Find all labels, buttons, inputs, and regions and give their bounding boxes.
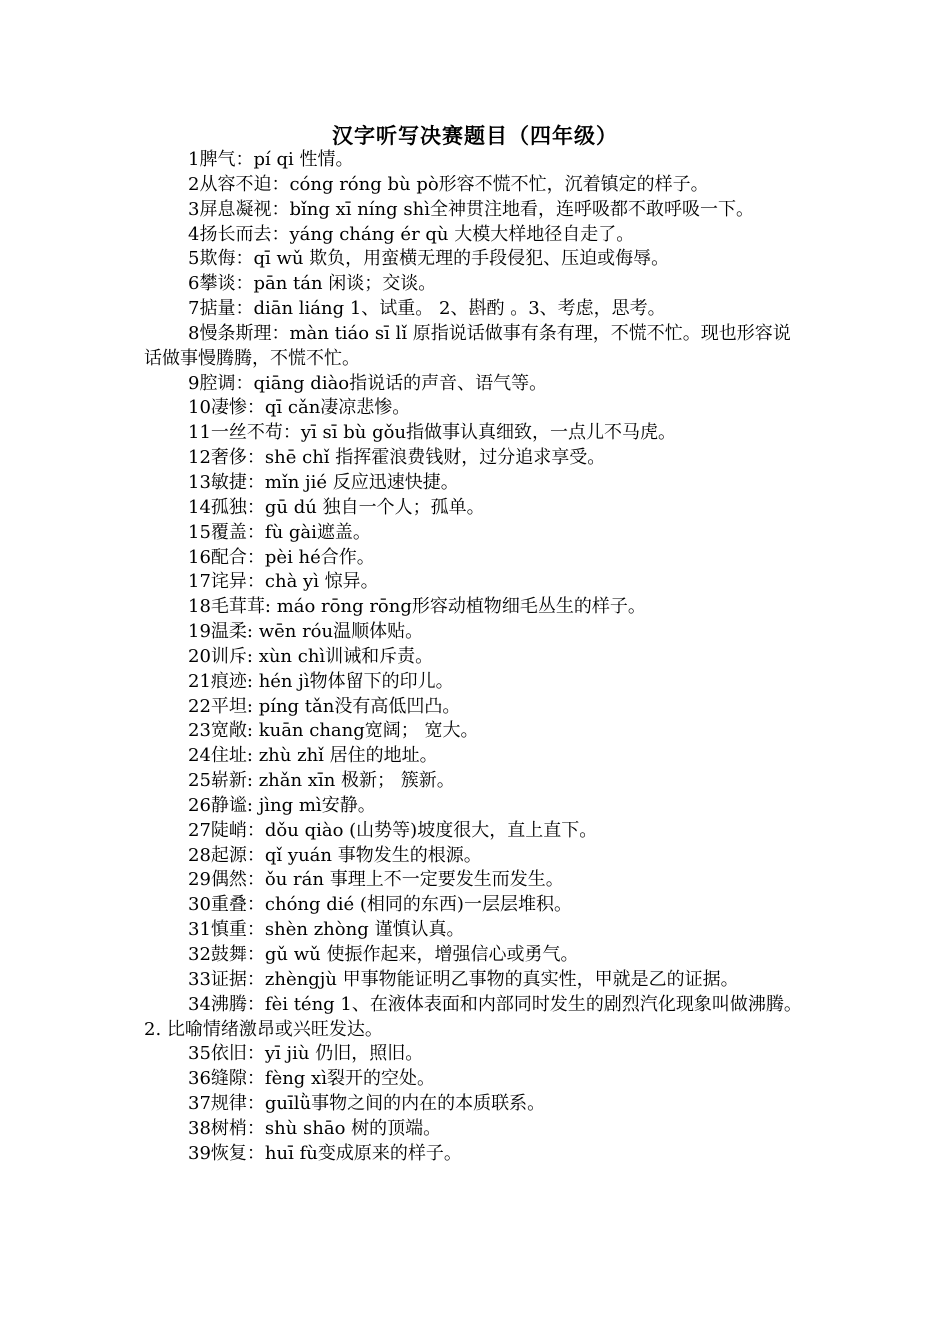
- list-item: 35依旧：yī jiù 仍旧，照旧。: [188, 1043, 424, 1065]
- list-item: 37规律：guīlǜ事物之间的内在的本质联系。: [188, 1093, 546, 1115]
- list-item: 26静谧: jìng mì安静。: [188, 794, 376, 816]
- list-item: 23宽敞: kuān chang宽阔； 宽大。: [188, 720, 479, 742]
- list-item: 9腔调：qiāng diào指说话的声音、语气等。: [188, 372, 548, 394]
- list-item: 17诧异：chà yì 惊异。: [188, 571, 379, 593]
- vocabulary-list: [144, 148, 808, 1167]
- list-item: 31慎重：shèn zhòng 谨慎认真。: [188, 919, 465, 941]
- document-title: 汉字听写决赛题目（四年级）: [332, 123, 618, 148]
- list-item: 38树梢：shù shāo 树的顶端。: [188, 1117, 442, 1139]
- list-item: 22平坦: píng tǎn没有高低凹凸。: [188, 695, 461, 717]
- list-item: 20训斥: xùn chì训诫和斥责。: [188, 645, 434, 667]
- list-item: 28起源：qǐ yuán 事物发生的根源。: [188, 844, 482, 866]
- list-item: 8慢条斯理：màn tiáo sī lǐ 原指说话做事有条有理，不慌不忙。现也形容说话做事慢腾腾，不慌不忙。: [144, 322, 791, 369]
- list-item: 30重叠：chóng dié (相同的东西)一层层堆积。: [188, 894, 572, 916]
- list-item: 1脾气：pí qi 性情。: [188, 149, 354, 170]
- list-item: 11一丝不苟：yī sī bù gǒu指做事认真细致，一点儿不马虎。: [188, 422, 677, 444]
- list-item: 29偶然：ǒu rán 事理上不一定要发生而发生。: [188, 869, 564, 891]
- list-item: 32鼓舞：gǔ wǔ 使振作起来，增强信心或勇气。: [188, 944, 579, 965]
- list-item: 18毛茸茸: máo rōng rōng形容动植物细毛丛生的样子。: [188, 596, 646, 618]
- list-item: 34沸腾：fèi téng 1、在液体表面和内部同时发生的剧烈汽化现象叫做沸腾。 2. 比喻情绪激昂或兴旺发达。: [144, 993, 802, 1040]
- list-item: 4扬长而去：yáng cháng ér qù 大模大样地径自走了。: [188, 223, 635, 245]
- list-item: 6攀谈：pān tán 闲谈；交谈。: [188, 273, 437, 295]
- list-item: 19温柔: wēn róu温顺体贴。: [188, 621, 424, 643]
- list-item: 36缝隙：fèng xì裂开的空处。: [188, 1068, 435, 1090]
- list-item: 12奢侈：shē chǐ 指挥霍浪费钱财，过分追求享受。: [188, 447, 606, 469]
- list-item: 25崭新: zhǎn xīn 极新； 簇新。: [188, 770, 455, 792]
- list-item: 10凄惨：qī cǎn凄凉悲惨。: [188, 397, 411, 419]
- list-item: 39恢复：huī fù变成原来的样子。: [188, 1142, 462, 1164]
- list-item: 5欺侮：qī wǔ 欺负，用蛮横无理的手段侵犯、压迫或侮辱。: [188, 248, 670, 270]
- list-item: 16配合：pèi hé合作。: [188, 546, 375, 568]
- list-item: 7掂量：diān liáng 1、试重。 2、斟酌 。3、考虑，思考。: [188, 298, 666, 320]
- list-item: 27陡峭：dǒu qiào (山势等)坡度很大，直上直下。: [188, 819, 598, 841]
- list-item: 33证据：zhèngjù 甲事物能证明乙事物的真实性，甲就是乙的证据。: [188, 968, 739, 990]
- list-item: 21痕迹: hén jì物体留下的印儿。: [188, 670, 454, 692]
- list-item: 13敏捷：mǐn jié 反应迅速快捷。: [188, 471, 459, 493]
- list-item: 14孤独：gū dú 独自一个人；孤单。: [188, 496, 485, 518]
- list-item: 24住址: zhù zhǐ 居住的地址。: [188, 745, 438, 767]
- list-item: 3屏息凝视：bǐng xī níng shì全神贯注地看，连呼吸都不敢呼吸一下。: [188, 198, 754, 220]
- list-item: 15覆盖：fù gài遮盖。: [188, 521, 371, 543]
- list-item: 2从容不迫：cóng róng bù pò形容不慌不忙，沉着镇定的样子。: [188, 173, 709, 195]
